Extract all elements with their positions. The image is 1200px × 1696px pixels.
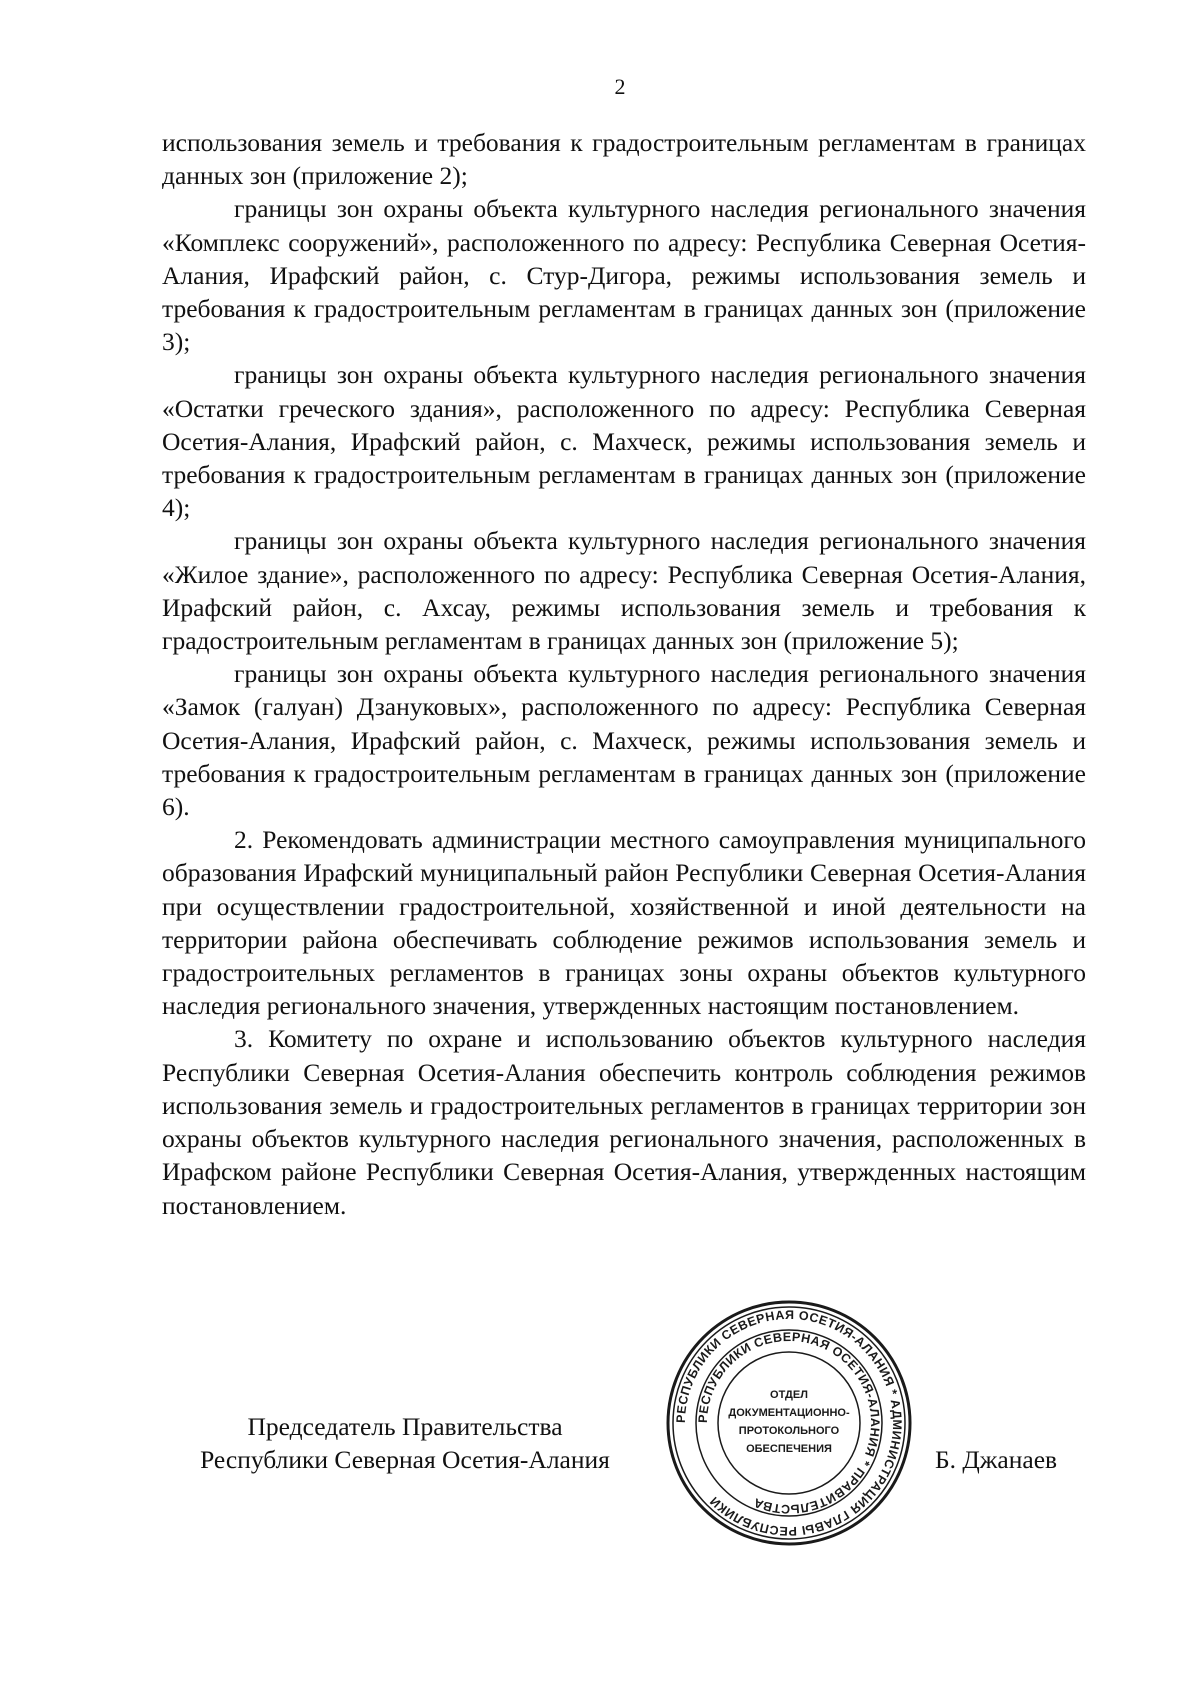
official-stamp (664, 1298, 914, 1548)
signer-name: Б. Джанаев (935, 1445, 1058, 1474)
signer-title-line-1: Председатель Правительства (247, 1412, 563, 1441)
signer-title-line-2: Республики Северная Осетия-Алания (200, 1445, 610, 1474)
stamp-middle-text: РЕСПУБЛИКИ СЕВЕРНАЯ ОСЕТИЯ-АЛАНИЯ * ПРАВИТЕЛЬСТВА (695, 1329, 883, 1517)
stamp-center-line-1: ОТДЕЛ (770, 1389, 808, 1401)
stamp-seal-icon (664, 1298, 914, 1548)
stamp-center-line-3: ПРОТОКОЛЬНОГО (738, 1425, 840, 1437)
paragraph-zone-residential: границы зон охраны объекта культурного наследия регионального значения «Жилое здание», расположенного по адресу: Республика Северная Осетия-Алания, Ирафский район, с. Ахсау, режимы использования земель и требования к градостроительным регламентам в границах данных зон (приложение 5); (162, 526, 1086, 656)
paragraph-continuation: использования земель и требования к градостроительным регламентам в границах данных зон (приложение 2); (162, 128, 1086, 191)
document-body (162, 126, 1086, 1222)
paragraph-zone-complex: границы зон охраны объекта культурного наследия регионального значения «Комплекс сооружений», расположенного по адресу: Республика Северная Осетия-Алания, Ирафский район, с. Стур-Дигора, режимы использования земель и требования к градостроительным регламентам в границах данных зон (приложение 3); (162, 194, 1086, 357)
paragraph-item-2: 2. Рекомендовать администрации местного самоуправления муниципального образования Ирафский муниципальный район Республики Северная Осетия-Алания при осуществлении градостроительной, хозяйственной и иной деятельности на территории района обеспечивать соблюдение режимов использования земель и градостроительных регламентов в границах зоны охраны объектов культурного наследия регионального значения, утвержденных настоящим постановлением. (162, 825, 1086, 1021)
paragraph-zone-greek-building: границы зон охраны объекта культурного наследия регионального значения «Остатки греческого здания», расположенного по адресу: Республика Северная Осетия-Алания, Ирафский район, с. Махческ, режимы использования земель и требования к градостроительным регламентам в границах данных зон (приложение 4); (162, 360, 1086, 523)
stamp-outer-text: РЕСПУБЛИКИ СЕВЕРНАЯ ОСЕТИЯ-АЛАНИЯ * АДМИНИСТРАЦИЯ ГЛАВЫ РЕСПУБЛИКИ (673, 1307, 905, 1539)
page-number: 2 (614, 74, 626, 99)
stamp-center-line-2: ДОКУМЕНТАЦИОННО- (728, 1407, 850, 1419)
paragraph-item-3: 3. Комитету по охране и использованию объектов культурного наследия Республики Северная Осетия-Алания обеспечить контроль соблюдения режимов использования земель и градостроительных регламентов в границах территории зон охраны объектов культурного наследия регионального значения, расположенных в Ирафском районе Республики Северная Осетия-Алания, утвержденных настоящим постановлением. (162, 1024, 1086, 1220)
stamp-center-line-4: ОБЕСПЕЧЕНИЯ (746, 1443, 832, 1455)
signer-title (165, 1410, 645, 1476)
svg-text:РЕСПУБЛИКИ СЕВЕРНАЯ ОСЕТИЯ-АЛА (696, 1330, 882, 1516)
paragraph-zone-castle: границы зон охраны объекта культурного наследия регионального значения «Замок (галуан) Дзануковых», расположенного по адресу: Республика Северная Осетия-Алания, Ирафский район, с. Махческ, режимы использования земель и требования к градостроительным регламентам в границах данных зон (приложение 6). (162, 659, 1086, 822)
